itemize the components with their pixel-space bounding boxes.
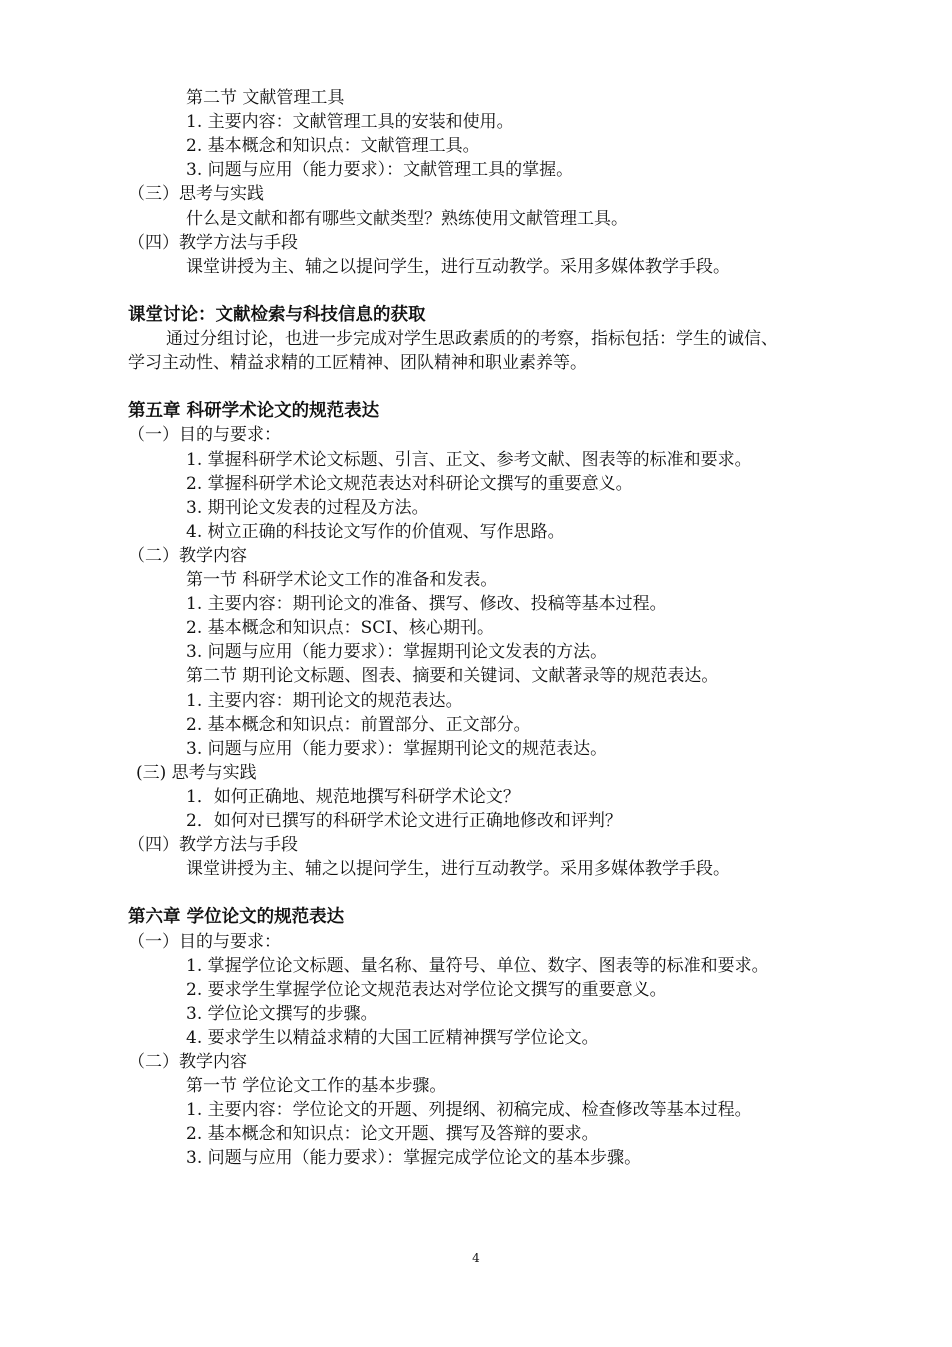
section-title: （四）教学方法与手段: [128, 232, 298, 253]
text-line: 1．如何正确地、规范地撰写科研学术论文？: [186, 786, 520, 807]
text-line: 2. 掌握科研学术论文规范表达对科研论文撰写的重要意义。: [186, 473, 633, 494]
text-line: 课堂讲授为主、辅之以提问学生，进行互动教学。采用多媒体教学手段。: [186, 256, 730, 277]
text-line: 1. 主要内容：文献管理工具的安装和使用。: [186, 112, 514, 133]
text-line: 第一节 科研学术论文工作的准备和发表。: [186, 570, 498, 590]
text-line: 2．如何对已撰写的科研学术论文进行正确地修改和评判？: [186, 811, 622, 831]
section-title: (三) 思考与实践: [136, 762, 257, 783]
text-line: 3. 问题与应用（能力要求）：掌握完成学位论文的基本步骤。: [186, 1148, 642, 1169]
chapter-heading: 第五章 科研学术论文的规范表达: [128, 401, 380, 422]
text-line: 1. 主要内容：期刊论文的准备、撰写、修改、投稿等基本过程。: [186, 594, 667, 615]
text-line: 1. 主要内容：学位论文的开题、列提纲、初稿完成、检查修改等基本过程。: [186, 1100, 752, 1121]
text-line: 2. 基本概念和知识点：文献管理工具。: [186, 136, 480, 157]
text-line: 3. 期刊论文发表的过程及方法。: [186, 497, 429, 518]
section-title: （三）思考与实践: [128, 184, 264, 205]
text-line: 第一节 学位论文工作的基本步骤。: [186, 1076, 447, 1097]
text-line: 3. 问题与应用（能力要求）：掌握期刊论文的规范表达。: [186, 738, 608, 759]
text-line: 3. 问题与应用（能力要求）：文献管理工具的掌握。: [186, 160, 574, 181]
text-line: 通过分组讨论，也进一步完成对学生思政素质的的考察，指标包括：学生的诚信、: [166, 329, 778, 349]
text-line: 1. 掌握学位论文标题、量名称、量符号、单位、数字、图表等的标准和要求。: [186, 955, 769, 976]
text-line: 3. 问题与应用（能力要求）：掌握期刊论文发表的方法。: [186, 642, 608, 663]
chapter-heading: 课堂讨论：文献检索与科技信息的获取: [128, 304, 426, 325]
text-line: 2. 基本概念和知识点：前置部分、正文部分。: [186, 714, 531, 735]
section-title: （一）目的与要求：: [128, 425, 281, 446]
section-title: （二）教学内容: [128, 1052, 247, 1072]
text-line: 第二节 文献管理工具: [186, 88, 345, 108]
section-title: （一）目的与要求：: [128, 931, 281, 952]
text-line: 3. 学位论文撰写的步骤。: [186, 1003, 378, 1024]
text-line: 2. 要求学生掌握学位论文规范表达对学位论文撰写的重要意义。: [186, 979, 667, 1000]
section-title: （四）教学方法与手段: [128, 835, 298, 856]
text-line: 4. 树立正确的科技论文写作的价值观、写作思路。: [186, 521, 565, 542]
text-line: 1. 主要内容：期刊论文的规范表达。: [186, 690, 463, 711]
text-line: 1. 掌握科研学术论文标题、引言、正文、参考文献、图表等的标准和要求。: [186, 449, 752, 470]
text-line: 第二节 期刊论文标题、图表、摘要和关键词、文献著录等的规范表达。: [186, 666, 719, 687]
page-number: 4: [472, 1251, 480, 1265]
text-line: 课堂讲授为主、辅之以提问学生，进行互动教学。采用多媒体教学手段。: [186, 859, 730, 880]
text-line: 4. 要求学生以精益求精的大国工匠精神撰写学位论文。: [186, 1027, 599, 1048]
chapter-heading: 第六章 学位论文的规范表达: [128, 907, 345, 928]
text-line: 2. 基本概念和知识点：SCI、核心期刊。: [186, 618, 494, 639]
text-line: 2. 基本概念和知识点：论文开题、撰写及答辩的要求。: [186, 1124, 599, 1145]
text-line: 学习主动性、精益求精的工匠精神、团队精神和职业素养等。: [128, 353, 587, 374]
section-title: （二）教学内容: [128, 545, 247, 566]
text-line: 什么是文献和都有哪些文献类型？熟练使用文献管理工具。: [186, 208, 628, 229]
